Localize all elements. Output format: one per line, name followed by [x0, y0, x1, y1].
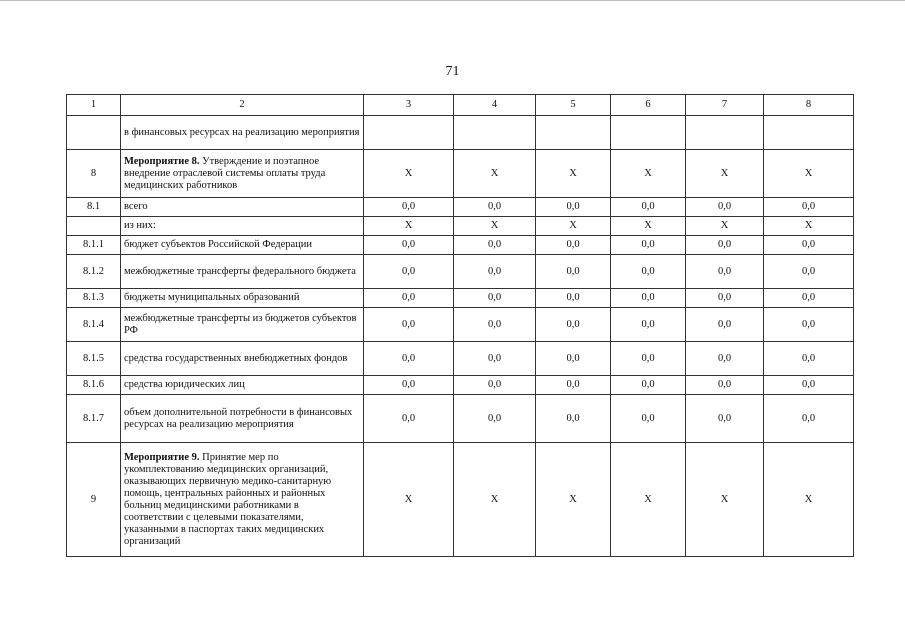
- value-cell: 0,0: [364, 198, 454, 217]
- row-name-text: объем дополнительной потребности в финансовых ресурсах на реализацию мероприятия: [124, 406, 353, 430]
- value-cell: 0,0: [611, 289, 686, 308]
- row-name-cell: [121, 236, 364, 255]
- value-cell: Х: [611, 217, 686, 236]
- value-cell: 0,0: [454, 236, 536, 255]
- value-cell: 0,0: [611, 255, 686, 289]
- value-cell: 0,0: [764, 376, 854, 395]
- table-row: [67, 217, 854, 236]
- value-cell: 0,0: [686, 236, 764, 255]
- table-row: [67, 376, 854, 395]
- row-name-cell: [121, 198, 364, 217]
- value-cell: [536, 116, 611, 150]
- value-cell: Х: [454, 217, 536, 236]
- measure-title: Мероприятие 8.: [124, 155, 200, 167]
- row-number-cell: 8.1.7: [67, 395, 121, 443]
- value-cell: 0,0: [611, 236, 686, 255]
- value-cell: Х: [611, 443, 686, 557]
- value-cell: Х: [686, 150, 764, 198]
- header-cell: 7: [686, 95, 764, 116]
- value-cell: 0,0: [764, 198, 854, 217]
- value-cell: 0,0: [611, 376, 686, 395]
- row-name-text: средства юридических лиц: [124, 379, 245, 390]
- row-number-cell: 8.1.6: [67, 376, 121, 395]
- row-name-text: Утверждение и поэтапное внедрение отраслевой системы оплаты труда медицинских работников: [124, 155, 326, 191]
- value-cell: 0,0: [454, 342, 536, 376]
- measure-title: Мероприятие 9.: [124, 451, 200, 463]
- value-cell: 0,0: [364, 289, 454, 308]
- row-name-cell: [121, 150, 364, 198]
- header-cell: 2: [121, 95, 364, 116]
- value-cell: 0,0: [536, 236, 611, 255]
- row-number-cell: 8.1.4: [67, 308, 121, 342]
- value-cell: 0,0: [764, 255, 854, 289]
- value-cell: 0,0: [686, 342, 764, 376]
- row-name-cell: [121, 395, 364, 443]
- value-cell: 0,0: [364, 395, 454, 443]
- table-row: [67, 308, 854, 342]
- table-row: [67, 395, 854, 443]
- value-cell: [454, 116, 536, 150]
- row-name-cell: [121, 443, 364, 557]
- value-cell: 0,0: [686, 308, 764, 342]
- row-name-text: всего: [124, 201, 148, 212]
- value-cell: Х: [536, 443, 611, 557]
- row-number-cell: 8.1.2: [67, 255, 121, 289]
- value-cell: 0,0: [536, 289, 611, 308]
- value-cell: 0,0: [454, 395, 536, 443]
- row-name-cell: [121, 289, 364, 308]
- value-cell: 0,0: [364, 255, 454, 289]
- value-cell: 0,0: [611, 198, 686, 217]
- value-cell: Х: [686, 217, 764, 236]
- row-name-text: в финансовых ресурсах на реализацию мероприятия: [124, 126, 360, 138]
- header-row: [67, 95, 854, 116]
- value-cell: 0,0: [611, 342, 686, 376]
- value-cell: 0,0: [536, 342, 611, 376]
- value-cell: 0,0: [454, 376, 536, 395]
- value-cell: Х: [454, 443, 536, 557]
- value-cell: 0,0: [686, 255, 764, 289]
- value-cell: Х: [364, 217, 454, 236]
- value-cell: 0,0: [764, 308, 854, 342]
- row-name-text: из них:: [124, 220, 156, 231]
- table-row: [67, 150, 854, 198]
- value-cell: 0,0: [364, 376, 454, 395]
- row-name-text: бюджеты муниципальных образований: [124, 292, 300, 303]
- value-cell: [686, 116, 764, 150]
- value-cell: 0,0: [454, 308, 536, 342]
- value-cell: Х: [536, 150, 611, 198]
- table-row: [67, 198, 854, 217]
- row-number-cell: 8.1: [67, 198, 121, 217]
- row-name-cell: [121, 255, 364, 289]
- table-row: [67, 289, 854, 308]
- header-cell: 4: [454, 95, 536, 116]
- value-cell: Х: [764, 443, 854, 557]
- value-cell: Х: [454, 150, 536, 198]
- value-cell: 0,0: [764, 236, 854, 255]
- header-cell: 8: [764, 95, 854, 116]
- table-body: [67, 95, 854, 557]
- value-cell: Х: [536, 217, 611, 236]
- table-row: [67, 342, 854, 376]
- value-cell: 0,0: [611, 308, 686, 342]
- value-cell: 0,0: [454, 255, 536, 289]
- row-name-text: Принятие мер по укомплектованию медицинских организаций, оказывающих первичную медико-санитарную помощь, центральных районных и районных больниц медицинскими работниками в соответствии с целевыми показателями, указанными в паспортах таких медицинских организаций: [124, 451, 332, 547]
- value-cell: 0,0: [536, 255, 611, 289]
- value-cell: 0,0: [364, 236, 454, 255]
- value-cell: 0,0: [764, 395, 854, 443]
- header-cell: 1: [67, 95, 121, 116]
- value-cell: 0,0: [536, 395, 611, 443]
- table-row: [67, 116, 854, 150]
- row-number-cell: 8: [67, 150, 121, 198]
- value-cell: Х: [364, 443, 454, 557]
- value-cell: 0,0: [686, 289, 764, 308]
- row-name-cell: [121, 308, 364, 342]
- table-row: [67, 255, 854, 289]
- header-cell: 3: [364, 95, 454, 116]
- value-cell: [364, 116, 454, 150]
- value-cell: 0,0: [536, 308, 611, 342]
- header-cell: 5: [536, 95, 611, 116]
- row-name-cell: [121, 116, 364, 150]
- row-number-cell: 9: [67, 443, 121, 557]
- value-cell: Х: [611, 150, 686, 198]
- row-name-cell: [121, 342, 364, 376]
- value-cell: 0,0: [686, 376, 764, 395]
- financing-table: [66, 94, 854, 557]
- page-number: 71: [445, 64, 460, 79]
- row-name-text: бюджет субъектов Российской Федерации: [124, 239, 312, 250]
- row-name-text: межбюджетные трансферты из бюджетов субъектов РФ: [124, 312, 357, 336]
- row-number-cell: [67, 116, 121, 150]
- value-cell: 0,0: [686, 395, 764, 443]
- value-cell: 0,0: [536, 376, 611, 395]
- row-name-cell: [121, 376, 364, 395]
- row-number-cell: [67, 217, 121, 236]
- value-cell: 0,0: [364, 308, 454, 342]
- value-cell: Х: [764, 150, 854, 198]
- table-row: [67, 236, 854, 255]
- top-scan-rule: [0, 0, 905, 3]
- value-cell: 0,0: [536, 198, 611, 217]
- row-number-cell: 8.1.1: [67, 236, 121, 255]
- value-cell: [611, 116, 686, 150]
- row-number-cell: 8.1.5: [67, 342, 121, 376]
- row-name-cell: [121, 217, 364, 236]
- value-cell: 0,0: [454, 198, 536, 217]
- table-row: [67, 443, 854, 557]
- row-name-text: средства государственных внебюджетных фондов: [124, 352, 348, 364]
- value-cell: [764, 116, 854, 150]
- value-cell: 0,0: [611, 395, 686, 443]
- value-cell: Х: [764, 217, 854, 236]
- row-name-text: межбюджетные трансферты федерального бюджета: [124, 265, 356, 277]
- value-cell: 0,0: [364, 342, 454, 376]
- value-cell: Х: [364, 150, 454, 198]
- header-cell: 6: [611, 95, 686, 116]
- value-cell: 0,0: [764, 289, 854, 308]
- value-cell: Х: [686, 443, 764, 557]
- value-cell: 0,0: [764, 342, 854, 376]
- row-number-cell: 8.1.3: [67, 289, 121, 308]
- value-cell: 0,0: [686, 198, 764, 217]
- value-cell: 0,0: [454, 289, 536, 308]
